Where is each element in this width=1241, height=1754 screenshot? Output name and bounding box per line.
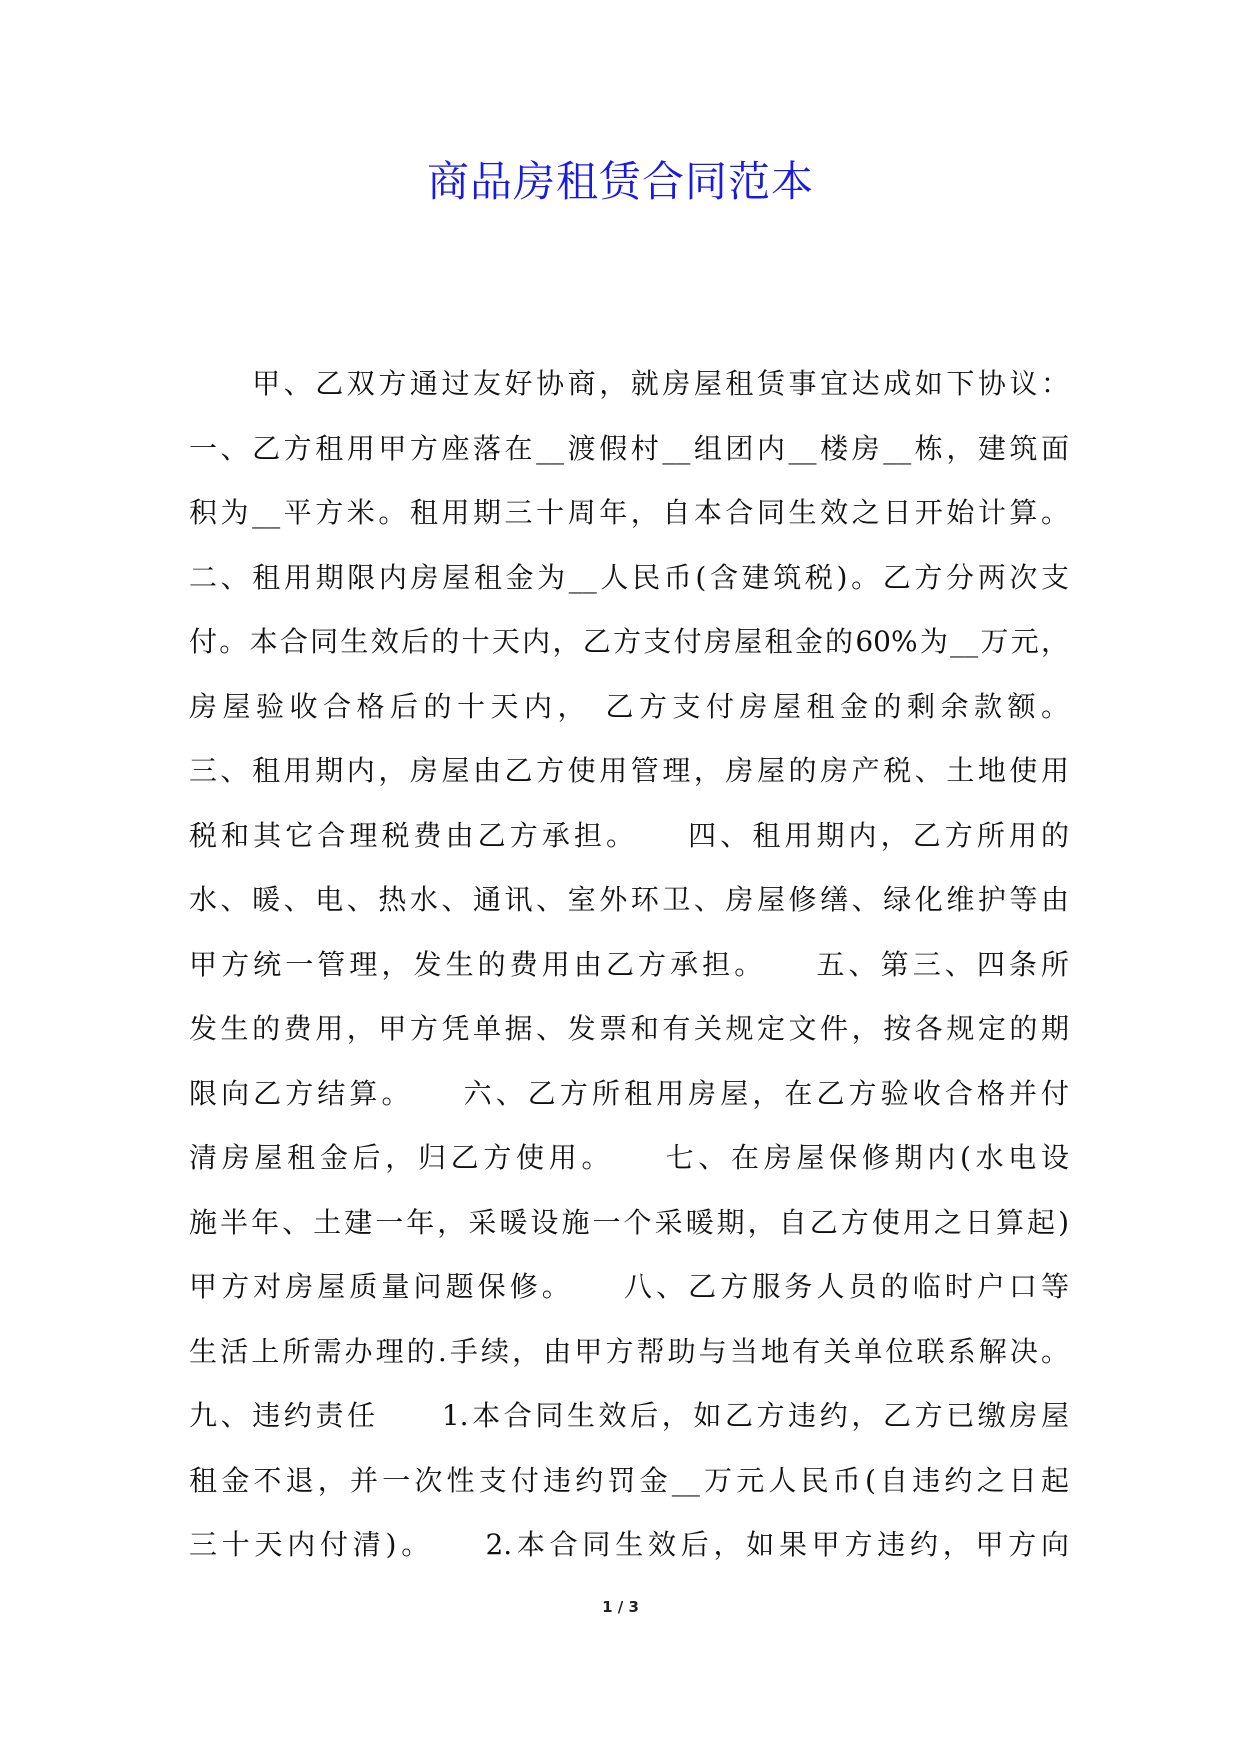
body-line: 积为__平方米。租用期三十周年，自本合同生效之日开始计算。 <box>189 496 1069 529</box>
body-line: 房屋验收合格后的十天内， 乙方支付房屋租金的剩余款额。 <box>189 689 1069 723</box>
body-line: 税和其它合理税费由乙方承担。 四、租用期内，乙方所用的 <box>189 818 1069 852</box>
page-number: 1 / 3 <box>602 1598 639 1616</box>
body-line: 发生的费用，甲方凭单据、发票和有关规定文件，按各规定的期 <box>189 1012 1069 1045</box>
body-line: 清房屋租金后，归乙方使用。 七、在房屋保修期内(水电设 <box>189 1141 1069 1174</box>
body-line: 二、租用期限内房屋租金为__人民币(含建筑税)。乙方分两次支 <box>189 560 1069 594</box>
document-body <box>189 352 1069 1578</box>
body-line: 水、暖、电、热水、通讯、室外环卫、房屋修缮、绿化维护等由 <box>189 883 1069 916</box>
document-title: 商品房租赁合同范本 <box>426 157 814 206</box>
body-line: 生活上所需办理的.手续，由甲方帮助与当地有关单位联系解决。 <box>189 1334 1069 1368</box>
body-line: 三、租用期内，房屋由乙方使用管理，房屋的房产税、土地使用 <box>189 754 1069 787</box>
body-line: 甲方对房屋质量问题保修。 八、乙方服务人员的临时户口等 <box>189 1270 1069 1303</box>
body-line: 一、乙方租用甲方座落在__渡假村__组团内__楼房__栋，建筑面 <box>189 431 1069 465</box>
body-line: 甲方统一管理，发生的费用由乙方承担。 五、第三、四条所 <box>189 947 1069 981</box>
body-line: 限向乙方结算。 六、乙方所租用房屋，在乙方验收合格并付 <box>189 1076 1069 1110</box>
body-line: 甲、乙双方通过友好协商，就房屋租赁事宜达成如下协议： <box>189 367 1069 400</box>
body-line: 三十天内付清)。 2.本合同生效后，如果甲方违约，甲方向 <box>189 1528 1069 1561</box>
body-line: 租金不退，并一次性支付违约罚金__万元人民币(自违约之日起 <box>189 1463 1069 1497</box>
body-line: 九、违约责任 1.本合同生效后，如乙方违约，乙方已缴房屋 <box>189 1399 1069 1432</box>
body-line: 施半年、土建一年，采暖设施一个采暖期，自乙方使用之日算起) <box>189 1205 1069 1239</box>
body-line: 付。本合同生效后的十天内，乙方支付房屋租金的60%为__万元， <box>189 625 1069 658</box>
